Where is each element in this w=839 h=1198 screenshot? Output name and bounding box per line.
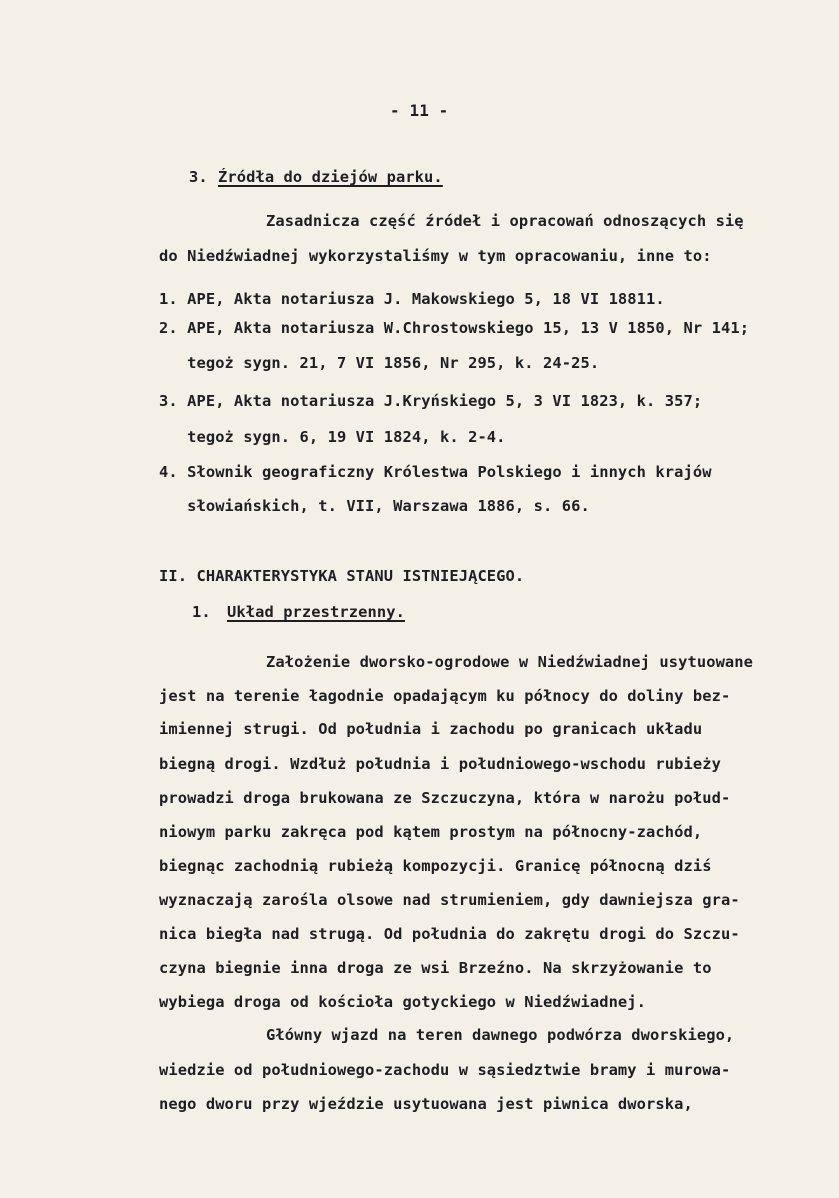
paragraph-line: jest na terenie łagodnie opadającym ku północy do doliny bez- bbox=[159, 687, 731, 705]
chapter-heading: II. CHARAKTERYSTYKA STANU ISTNIEJĄCEGO. bbox=[159, 567, 525, 585]
source-item: 3. APE, Akta notariusza J.Kryńskiego 5, 3 VI 1823, k. 357; bbox=[159, 392, 703, 410]
source-item: tegoż sygn. 21, 7 VI 1856, Nr 295, k. 24-25. bbox=[159, 354, 600, 372]
page-number: - 11 - bbox=[390, 101, 449, 120]
paragraph-line: Główny wjazd na teren dawnego podwórza dworskiego, bbox=[266, 1026, 735, 1044]
section-heading-number: 3. bbox=[189, 168, 208, 186]
paragraph-line: czyna biegnie inna droga ze wsi Brzeźno. Na skrzyżowanie to bbox=[159, 959, 712, 977]
paragraph-line: Założenie dworsko-ogrodowe w Niedźwiadnej usytuowane bbox=[266, 653, 754, 671]
intro-line: Zasadnicza część źródeł i opracowań odnoszących się bbox=[266, 212, 744, 230]
source-item: 1. APE, Akta notariusza J. Makowskiego 5, 18 VI 18811. bbox=[159, 290, 665, 308]
source-item: 2. APE, Akta notariusza W.Chrostowskiego 15, 13 V 1850, Nr 141; bbox=[159, 319, 750, 337]
paragraph-line: nego dworu przy wjeździe usytuowana jest piwnica dworska, bbox=[159, 1095, 693, 1113]
paragraph-line: biegnąc zachodnią rubieżą kompozycji. Granicę północną dziś bbox=[159, 857, 712, 875]
paragraph-line: wyznaczają zarośla olsowe nad strumieniem, gdy dawniejsza gra- bbox=[159, 891, 740, 909]
section-heading: Źródła do dziejów parku. bbox=[218, 168, 443, 186]
paragraph-line: wiedzie od południowego-zachodu w sąsiedztwie bramy i murowa- bbox=[159, 1061, 731, 1079]
paragraph-line: nica biegła nad strugą. Od południa do zakrętu drogi do Szczu- bbox=[159, 925, 740, 943]
paragraph-line: biegną drogi. Wzdłuż południa i południowego-wschodu rubieży bbox=[159, 755, 721, 773]
paragraph-line: prowadzi droga brukowana ze Szczuczyna, która w narożu połud- bbox=[159, 789, 731, 807]
intro-line: do Niedźwiadnej wykorzystaliśmy w tym opracowaniu, inne to: bbox=[159, 247, 712, 265]
source-item: słowiańskich, t. VII, Warszawa 1886, s. 66. bbox=[159, 497, 590, 515]
source-item: tegoż sygn. 6, 19 VI 1824, k. 2-4. bbox=[159, 428, 506, 446]
paragraph-line: imiennej strugi. Od południa i zachodu po granicach układu bbox=[159, 720, 703, 738]
subsection-number: 1. bbox=[192, 603, 211, 621]
source-item: 4. Słownik geograficzny Królestwa Polskiego i innych krajów bbox=[159, 463, 712, 481]
paragraph-line: wybiega droga od kościoła gotyckiego w Niedźwiadnej. bbox=[159, 993, 647, 1011]
paragraph-line: niowym parku zakręca pod kątem prostym na północny-zachód, bbox=[159, 823, 703, 841]
subsection-heading: Układ przestrzenny. bbox=[227, 603, 405, 621]
